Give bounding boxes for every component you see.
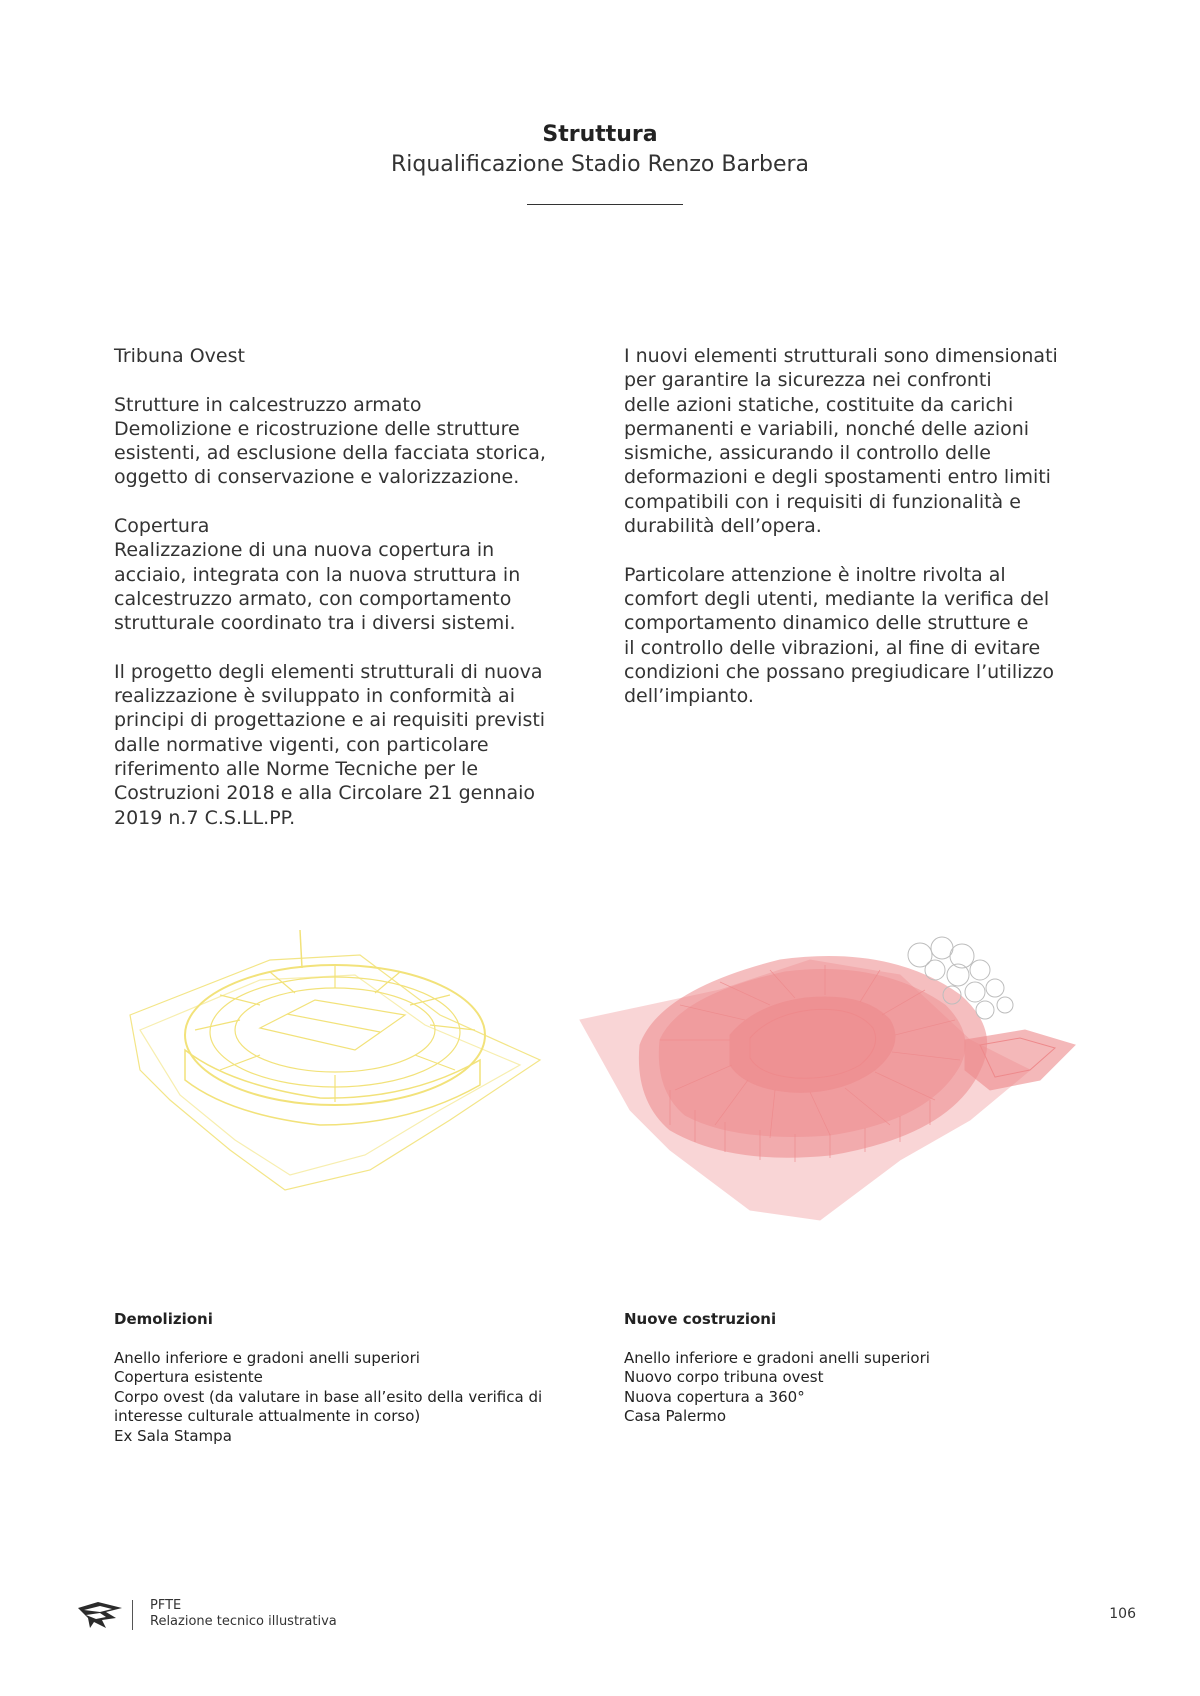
legend-item: Ex Sala Stampa xyxy=(114,1426,232,1445)
paragraph: Tribuna Ovest xyxy=(114,345,245,367)
new-construction-stadium-drawing xyxy=(570,920,1140,1240)
new-construction-stadium-svg xyxy=(570,920,1140,1240)
paragraph: Copertura Realizzazione di una nuova copertura in acciaio, integrata con la nuova struttura in calcestruzzo armato, con comportamento strutturale coordinato tra i diversi sistemi. xyxy=(114,515,521,635)
page-header xyxy=(0,120,1200,180)
demolition-legend xyxy=(114,1310,594,1446)
legend-item: Copertura esistente xyxy=(114,1368,263,1386)
page-footer xyxy=(76,1598,1136,1638)
legend-item: Nuova copertura a 360° xyxy=(624,1387,805,1406)
legend-item: Casa Palermo xyxy=(624,1407,727,1425)
page-title: Struttura xyxy=(542,122,658,147)
eagle-logo-icon xyxy=(76,1598,124,1632)
page-subtitle: Riqualificazione Stadio Renzo Barbera xyxy=(390,152,810,177)
page-number: 106 xyxy=(1109,1606,1136,1622)
legend-item: Anello inferiore e gradoni anelli superiori xyxy=(114,1348,420,1367)
paragraph: Particolare attenzione è inoltre rivolta al comfort degli utenti, mediante la verifica del comportamento dinamico delle strutture e il controllo delle vibrazioni, al fine di evitare condizioni che possano pregiudicare l’utilizzo dell’impianto. xyxy=(624,563,1055,708)
footer-doc-code: PFTE xyxy=(150,1598,182,1613)
right-text-column xyxy=(624,344,1104,733)
left-text-column xyxy=(114,344,584,854)
title-divider xyxy=(527,204,683,205)
paragraph: I nuovi elementi strutturali sono dimensionati per garantire la sicurezza nei confronti delle azioni statiche, costituite da carichi permanenti e variabili, nonché delle azioni sismiche, assicurando il controllo delle deformazioni e degli spostamenti entro limiti compatibili con i requisiti di funzionalità e durabilità dell’opera. xyxy=(624,345,1058,538)
legend-item: Corpo ovest (da valutare in base all’esito della verifica di interesse culturale attualmente in corso) xyxy=(114,1387,543,1425)
legend-item: Anello inferiore e gradoni anelli superiori xyxy=(624,1348,930,1367)
legend-item: Nuovo corpo tribuna ovest xyxy=(624,1368,824,1386)
new-construction-legend xyxy=(624,1310,1104,1427)
footer-separator xyxy=(132,1600,133,1630)
legend-title: Nuove costruzioni xyxy=(624,1310,777,1328)
demolition-stadium-drawing xyxy=(110,920,550,1220)
footer-text xyxy=(150,1598,337,1630)
demolition-stadium-svg xyxy=(110,920,550,1220)
legend-title: Demolizioni xyxy=(114,1310,213,1328)
paragraph: Strutture in calcestruzzo armato Demolizione e ricostruzione delle strutture esistenti, ad esclusione della facciata storica, oggetto di conservazione e valorizzazione. xyxy=(114,393,546,489)
paragraph: Il progetto degli elementi strutturali di nuova realizzazione è sviluppato in conformità ai principi di progettazione e ai requisiti previsti dalle normative vigenti, con particolare riferimento alle Norme Tecniche per le Costruzioni 2018 e alla Circolare 21 gennaio 2019 n.7 C.S.LL.PP. xyxy=(114,660,546,829)
footer-doc-title: Relazione tecnico illustrativa xyxy=(150,1614,337,1629)
